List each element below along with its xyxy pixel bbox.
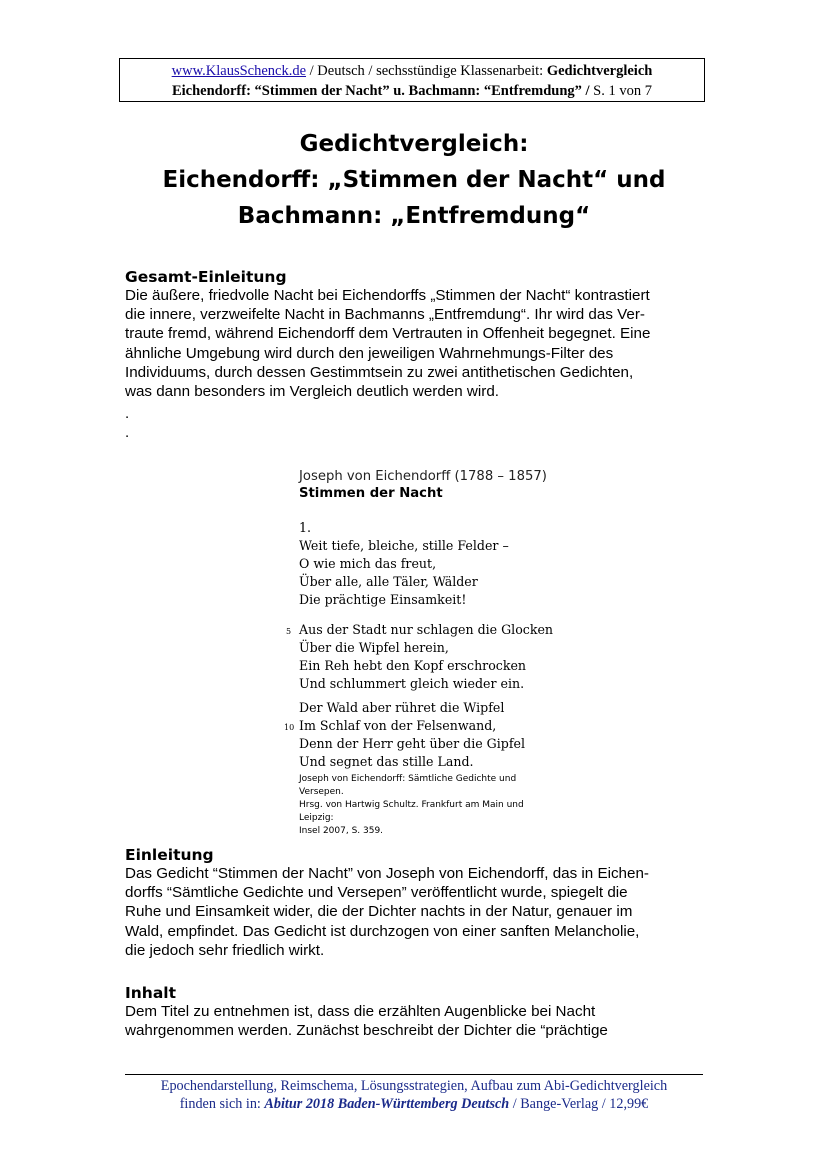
dot: . (125, 405, 130, 422)
poem-line: Über alle, alle Täler, Wälder (299, 574, 478, 589)
footer-line-1: Epochendarstellung, Reimschema, Lösungsstrategien, Aufbau zum Abi-Gedichtvergleich (160, 1078, 668, 1094)
header-line-1 (120, 61, 704, 81)
inhalt-heading: Inhalt (125, 984, 177, 1002)
source-line: Hrsg. von Hartwig Schultz. Frankfurt am Main und Leipzig: (299, 800, 524, 823)
einleitung-paragraph (125, 864, 703, 960)
poem-stanza-number: 1. (299, 520, 312, 535)
intro-line: Die äußere, friedvolle Nacht bei Eichendorffs „Stimmen der Nacht“ kontrastiert (125, 287, 650, 304)
poem-line: Weit tiefe, bleiche, stille Felder – (299, 538, 509, 553)
page-header (119, 58, 705, 102)
poem-line: Der Wald aber rühret die Wipfel (299, 700, 505, 715)
intro-line: ähnliche Umgebung wird durch den jeweiligen Wahrnehmungs-Filter des (125, 344, 614, 362)
header-line-2 (120, 81, 704, 101)
title-line-3: Bachmann: „Entfremdung“ (237, 203, 591, 229)
dot: . (125, 424, 130, 441)
source-line: Joseph von Eichendorff: Sämtliche Gedichte und Versepen. (299, 774, 517, 797)
intro-line: die innere, verzweifelte Nacht in Bachmanns „Entfremdung“. Ihr wird das Ver- (125, 306, 645, 324)
inhalt-paragraph (125, 1002, 703, 1040)
ellipsis-dots (125, 404, 129, 442)
header-poems: Eichendorff: “Stimmen der Nacht” u. Bachmann: “Entfremdung” / (171, 83, 590, 99)
intro-line: traute fremd, während Eichendorff dem Vertrauten in Offenheit begegnet. Eine (125, 325, 651, 343)
header-page-number: S. 1 von 7 (589, 83, 652, 99)
footer-prefix: finden sich in: (179, 1096, 265, 1112)
intro-heading: Gesamt-Einleitung (125, 268, 287, 286)
poem-line: Denn der Herr geht über die Gipfel (299, 736, 525, 751)
poem-line: O wie mich das freut, (299, 556, 437, 571)
einleitung-line: die jedoch sehr friedlich wirkt. (125, 941, 325, 959)
poem-line: Und schlummert gleich wieder ein. (299, 676, 525, 691)
line-number-5: 5 (286, 627, 292, 636)
einleitung-heading: Einleitung (125, 846, 214, 864)
document-title (0, 126, 828, 234)
einleitung-line: dorffs “Sämtliche Gedichte und Versepen” veröffentlicht wurde, spiegelt die (125, 884, 628, 902)
einleitung-line: Wald, empfindet. Das Gedicht ist durchzogen von einer sanften Melancholie, (125, 922, 640, 940)
intro-line: Individuums, durch dessen Gestimmtsein zu zwei antithetischen Gedichten, (125, 363, 634, 381)
poem-source (299, 773, 559, 838)
inhalt-line: wahrgenommen werden. Zunächst beschreibt der Dichter die “prächtige (125, 1022, 608, 1040)
poem-line: Über die Wipfel herein, (299, 640, 449, 655)
inhalt-line: Dem Titel zu entnehmen ist, dass die erzählten Augenblicke bei Nacht (125, 1003, 596, 1020)
poem-line: Und segnet das stille Land. (299, 754, 474, 769)
poem-line: Ein Reh hebt den Kopf erschrocken (299, 658, 527, 673)
title-line-1: Gedichtvergleich: (299, 131, 529, 157)
intro-line: was dann besonders im Vergleich deutlich werden wird. (125, 383, 499, 401)
footer-book-title: Abitur 2018 Baden-Württemberg Deutsch (264, 1096, 510, 1112)
einleitung-line: Ruhe und Einsamkeit wider, die der Dichter nachts in der Natur, genauer im (125, 903, 633, 921)
poem-title: Stimmen der Nacht (299, 486, 443, 501)
line-number-10: 10 (284, 723, 295, 732)
footer-line-2 (0, 1095, 828, 1113)
footer-publisher: / Bange-Verlag / 12,99€ (509, 1096, 649, 1112)
intro-paragraph (125, 286, 703, 401)
poem-line: Die prächtige Einsamkeit! (299, 592, 467, 607)
poem-line: Aus der Stadt nur schlagen die Glocken (299, 622, 554, 637)
source-line: Insel 2007, S. 359. (299, 826, 384, 836)
poem-line: Im Schlaf von der Felsenwand, (299, 718, 497, 733)
site-link[interactable]: www.KlausSchenck.de (171, 63, 307, 79)
footer-divider (125, 1074, 703, 1075)
poem-author: Joseph von Eichendorff (1788 – 1857) (299, 469, 547, 484)
title-line-2: Eichendorff: „Stimmen der Nacht“ und (162, 167, 666, 193)
einleitung-line: Das Gedicht “Stimmen der Nacht” von Joseph von Eichendorff, das in Eichen- (125, 865, 649, 882)
header-line-1-text: / Deutsch / sechsstündige Klassenarbeit: (306, 63, 547, 79)
header-topic: Gedichtvergleich (546, 63, 653, 79)
page-footer (0, 1077, 828, 1113)
